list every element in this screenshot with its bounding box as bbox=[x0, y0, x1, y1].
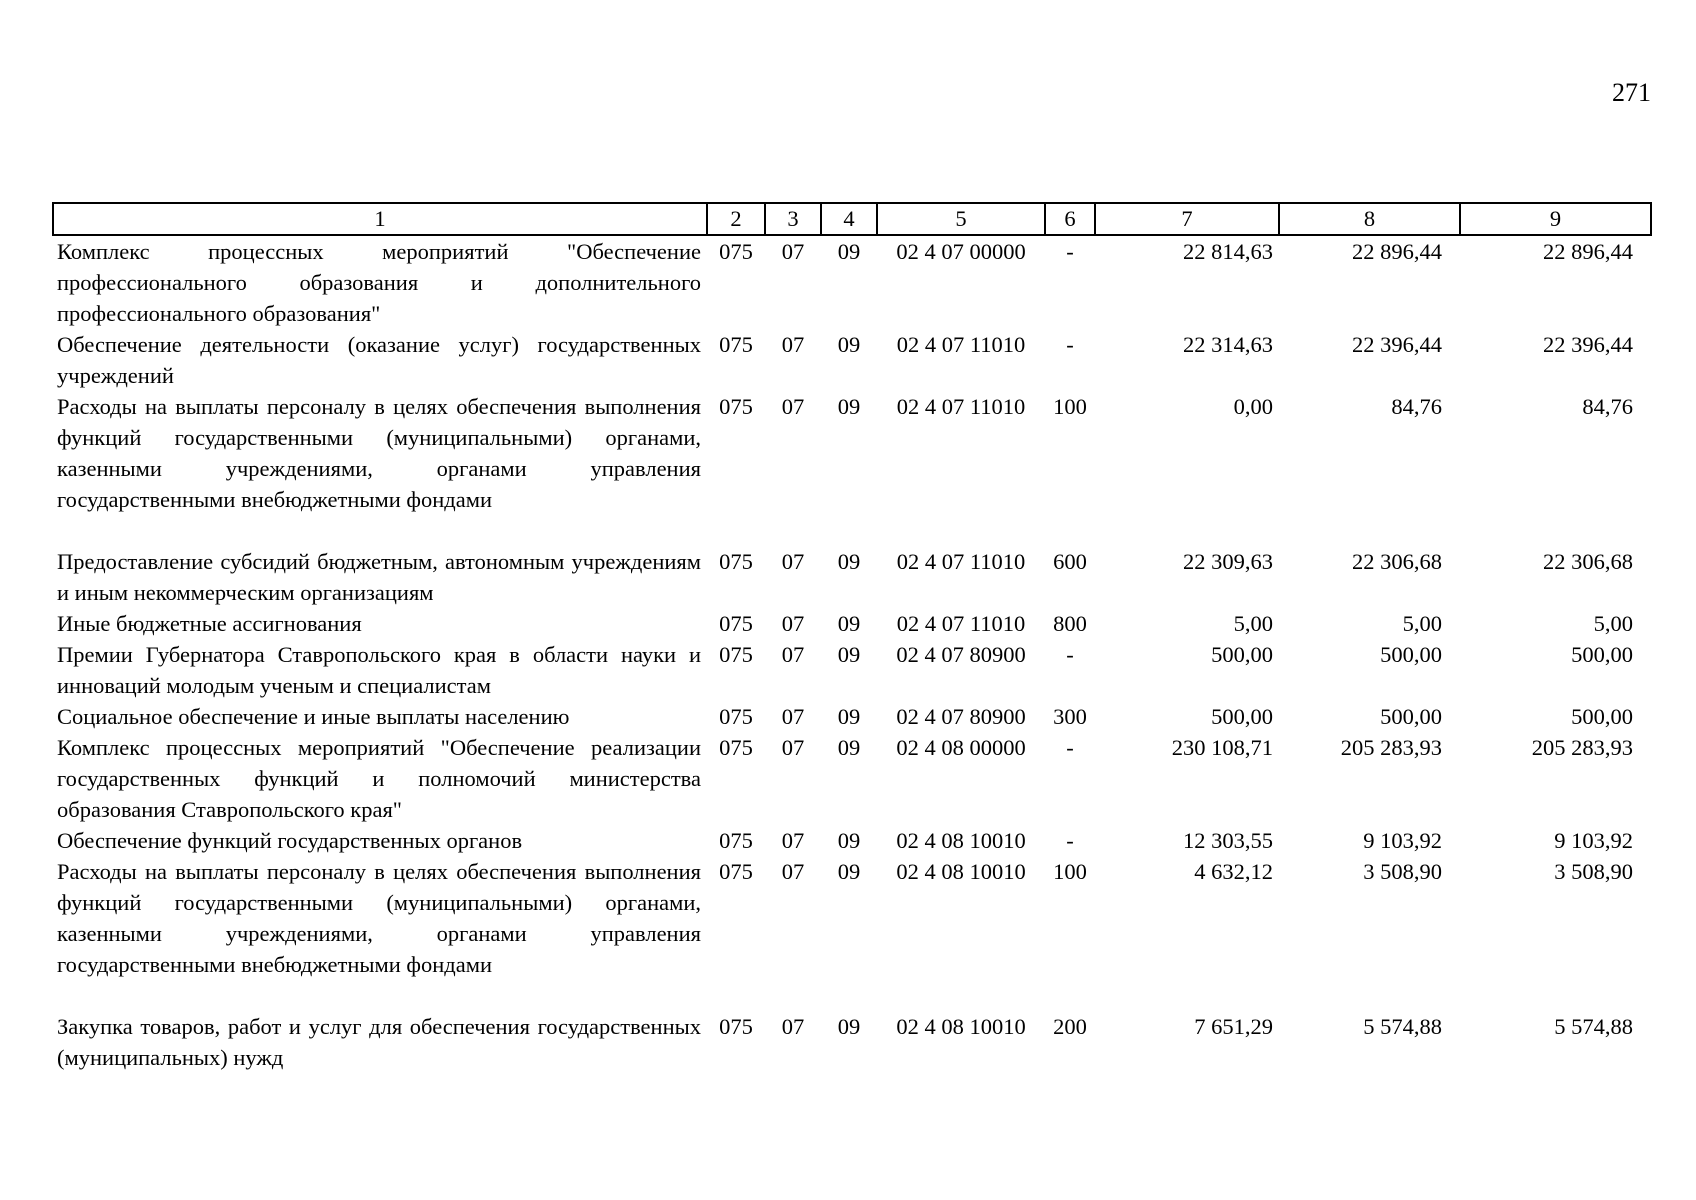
header-row bbox=[53, 203, 1651, 235]
cell-col2: 075 bbox=[719, 239, 753, 264]
table-row bbox=[53, 329, 1651, 391]
table-row bbox=[53, 639, 1651, 701]
column-header-3: 3 bbox=[765, 203, 821, 235]
cell-col7: 500,00 bbox=[1211, 704, 1273, 729]
row-description: Предоставление субсидий бюджетным, автономным учреждениям и иным некоммерческим организациям bbox=[57, 549, 701, 605]
cell-col9: 500,00 bbox=[1571, 642, 1633, 667]
cell-col3: 07 bbox=[781, 1014, 805, 1039]
cell-col8: 9 103,92 bbox=[1363, 828, 1442, 853]
cell-col7: 230 108,71 bbox=[1171, 735, 1273, 760]
cell-col3: 07 bbox=[781, 549, 805, 574]
cell-col6: 100 bbox=[1053, 859, 1087, 884]
cell-col3: 07 bbox=[781, 735, 805, 760]
column-header-6: 6 bbox=[1045, 203, 1095, 235]
table-row bbox=[53, 608, 1651, 639]
cell-col8: 22 306,68 bbox=[1352, 549, 1442, 574]
row-description: Премии Губернатора Ставропольского края в области науки и инноваций молодым ученым и специалистам bbox=[57, 642, 701, 698]
column-header-4: 4 bbox=[821, 203, 877, 235]
cell-col5: 02 4 07 80900 bbox=[896, 642, 1026, 667]
cell-col5: 02 4 07 11010 bbox=[896, 332, 1026, 357]
cell-col2: 075 bbox=[719, 611, 753, 636]
cell-col9: 9 103,92 bbox=[1554, 828, 1633, 853]
cell-col5: 02 4 08 10010 bbox=[896, 859, 1026, 884]
page-number: 271 bbox=[1612, 78, 1651, 107]
cell-col9: 3 508,90 bbox=[1554, 859, 1633, 884]
cell-col7: 22 814,63 bbox=[1183, 239, 1273, 264]
cell-col4: 09 bbox=[837, 1014, 861, 1039]
cell-col8: 22 396,44 bbox=[1352, 332, 1442, 357]
cell-col3: 07 bbox=[781, 704, 805, 729]
table-row bbox=[53, 732, 1651, 825]
cell-col2: 075 bbox=[719, 735, 753, 760]
column-header-1: 1 bbox=[53, 203, 707, 235]
cell-col5: 02 4 07 11010 bbox=[896, 611, 1026, 636]
cell-col7: 22 309,63 bbox=[1183, 549, 1273, 574]
cell-col4: 09 bbox=[837, 394, 861, 419]
cell-col5: 02 4 08 10010 bbox=[896, 1014, 1026, 1039]
cell-col4: 09 bbox=[837, 642, 861, 667]
cell-col8: 22 896,44 bbox=[1352, 239, 1442, 264]
cell-col7: 500,00 bbox=[1211, 642, 1273, 667]
cell-col6: - bbox=[1066, 332, 1074, 357]
cell-col4: 09 bbox=[837, 735, 861, 760]
column-header-7: 7 bbox=[1095, 203, 1279, 235]
cell-col9: 22 896,44 bbox=[1543, 239, 1633, 264]
cell-col5: 02 4 08 00000 bbox=[896, 735, 1026, 760]
cell-col2: 075 bbox=[719, 642, 753, 667]
table-row bbox=[53, 701, 1651, 732]
cell-col2: 075 bbox=[719, 549, 753, 574]
cell-col6: 100 bbox=[1053, 394, 1087, 419]
cell-col6: - bbox=[1066, 735, 1074, 760]
table-row bbox=[53, 1011, 1651, 1073]
row-description: Расходы на выплаты персоналу в целях обеспечения выполнения функций государственными (муниципальными) органами, казенными учреждениями, органами управления государственными внебюджетными фондами bbox=[57, 859, 701, 977]
row-description: Иные бюджетные ассигнования bbox=[57, 611, 362, 636]
cell-col6: - bbox=[1066, 828, 1074, 853]
cell-col4: 09 bbox=[837, 549, 861, 574]
cell-col4: 09 bbox=[837, 828, 861, 853]
cell-col5: 02 4 07 11010 bbox=[896, 549, 1026, 574]
row-description: Расходы на выплаты персоналу в целях обеспечения выполнения функций государственными (муниципальными) органами, казенными учреждениями, органами управления государственными внебюджетными фондами bbox=[57, 394, 701, 512]
cell-col9: 84,76 bbox=[1582, 394, 1633, 419]
cell-col8: 3 508,90 bbox=[1363, 859, 1442, 884]
cell-col2: 075 bbox=[719, 859, 753, 884]
cell-col7: 7 651,29 bbox=[1194, 1014, 1273, 1039]
cell-col4: 09 bbox=[837, 704, 861, 729]
cell-col4: 09 bbox=[837, 611, 861, 636]
cell-col2: 075 bbox=[719, 828, 753, 853]
table-row bbox=[53, 391, 1651, 546]
budget-table bbox=[52, 202, 1652, 1073]
cell-col3: 07 bbox=[781, 828, 805, 853]
table-row bbox=[53, 856, 1651, 1011]
cell-col8: 5,00 bbox=[1402, 611, 1442, 636]
cell-col8: 500,00 bbox=[1380, 642, 1442, 667]
cell-col3: 07 bbox=[781, 859, 805, 884]
row-description: Социальное обеспечение и иные выплаты населению bbox=[57, 704, 570, 729]
cell-col9: 5,00 bbox=[1593, 611, 1633, 636]
table-row bbox=[53, 825, 1651, 856]
cell-col7: 5,00 bbox=[1233, 611, 1273, 636]
cell-col6: 200 bbox=[1053, 1014, 1087, 1039]
cell-col5: 02 4 08 10010 bbox=[896, 828, 1026, 853]
cell-col5: 02 4 07 80900 bbox=[896, 704, 1026, 729]
cell-col6: 600 bbox=[1053, 549, 1087, 574]
cell-col9: 22 396,44 bbox=[1543, 332, 1633, 357]
cell-col4: 09 bbox=[837, 859, 861, 884]
cell-col5: 02 4 07 11010 bbox=[896, 394, 1026, 419]
cell-col9: 22 306,68 bbox=[1543, 549, 1633, 574]
cell-col7: 4 632,12 bbox=[1194, 859, 1273, 884]
column-header-5: 5 bbox=[877, 203, 1045, 235]
column-header-8: 8 bbox=[1279, 203, 1460, 235]
row-description: Обеспечение деятельности (оказание услуг) государственных учреждений bbox=[57, 332, 701, 388]
cell-col8: 500,00 bbox=[1380, 704, 1442, 729]
row-description: Комплекс процессных мероприятий "Обеспечение профессионального образования и дополнительного профессионального образования" bbox=[57, 239, 701, 326]
cell-col3: 07 bbox=[781, 642, 805, 667]
cell-col3: 07 bbox=[781, 394, 805, 419]
cell-col2: 075 bbox=[719, 1014, 753, 1039]
cell-col4: 09 bbox=[837, 239, 861, 264]
cell-col6: 800 bbox=[1053, 611, 1087, 636]
cell-col8: 84,76 bbox=[1391, 394, 1442, 419]
cell-col3: 07 bbox=[781, 239, 805, 264]
cell-col3: 07 bbox=[781, 611, 805, 636]
cell-col7: 12 303,55 bbox=[1183, 828, 1273, 853]
cell-col7: 22 314,63 bbox=[1183, 332, 1273, 357]
cell-col4: 09 bbox=[837, 332, 861, 357]
cell-col6: - bbox=[1066, 642, 1074, 667]
cell-col2: 075 bbox=[719, 394, 753, 419]
cell-col3: 07 bbox=[781, 332, 805, 357]
row-description: Закупка товаров, работ и услуг для обеспечения государственных (муниципальных) нужд bbox=[57, 1014, 701, 1070]
cell-col5: 02 4 07 00000 bbox=[896, 239, 1026, 264]
cell-col2: 075 bbox=[719, 704, 753, 729]
column-header-2: 2 bbox=[707, 203, 765, 235]
cell-col6: 300 bbox=[1053, 704, 1087, 729]
table-row bbox=[53, 235, 1651, 329]
row-description: Обеспечение функций государственных органов bbox=[57, 828, 523, 853]
column-header-9: 9 bbox=[1460, 203, 1651, 235]
cell-col9: 205 283,93 bbox=[1531, 735, 1633, 760]
cell-col9: 5 574,88 bbox=[1554, 1014, 1633, 1039]
cell-col8: 205 283,93 bbox=[1340, 735, 1442, 760]
cell-col6: - bbox=[1066, 239, 1074, 264]
row-description: Комплекс процессных мероприятий "Обеспечение реализации государственных функций и полномочий министерства образования Ставропольского края" bbox=[57, 735, 701, 822]
budget-table-container bbox=[52, 202, 1650, 1073]
cell-col9: 500,00 bbox=[1571, 704, 1633, 729]
cell-col8: 5 574,88 bbox=[1363, 1014, 1442, 1039]
table-row bbox=[53, 546, 1651, 608]
cell-col2: 075 bbox=[719, 332, 753, 357]
cell-col7: 0,00 bbox=[1233, 394, 1273, 419]
